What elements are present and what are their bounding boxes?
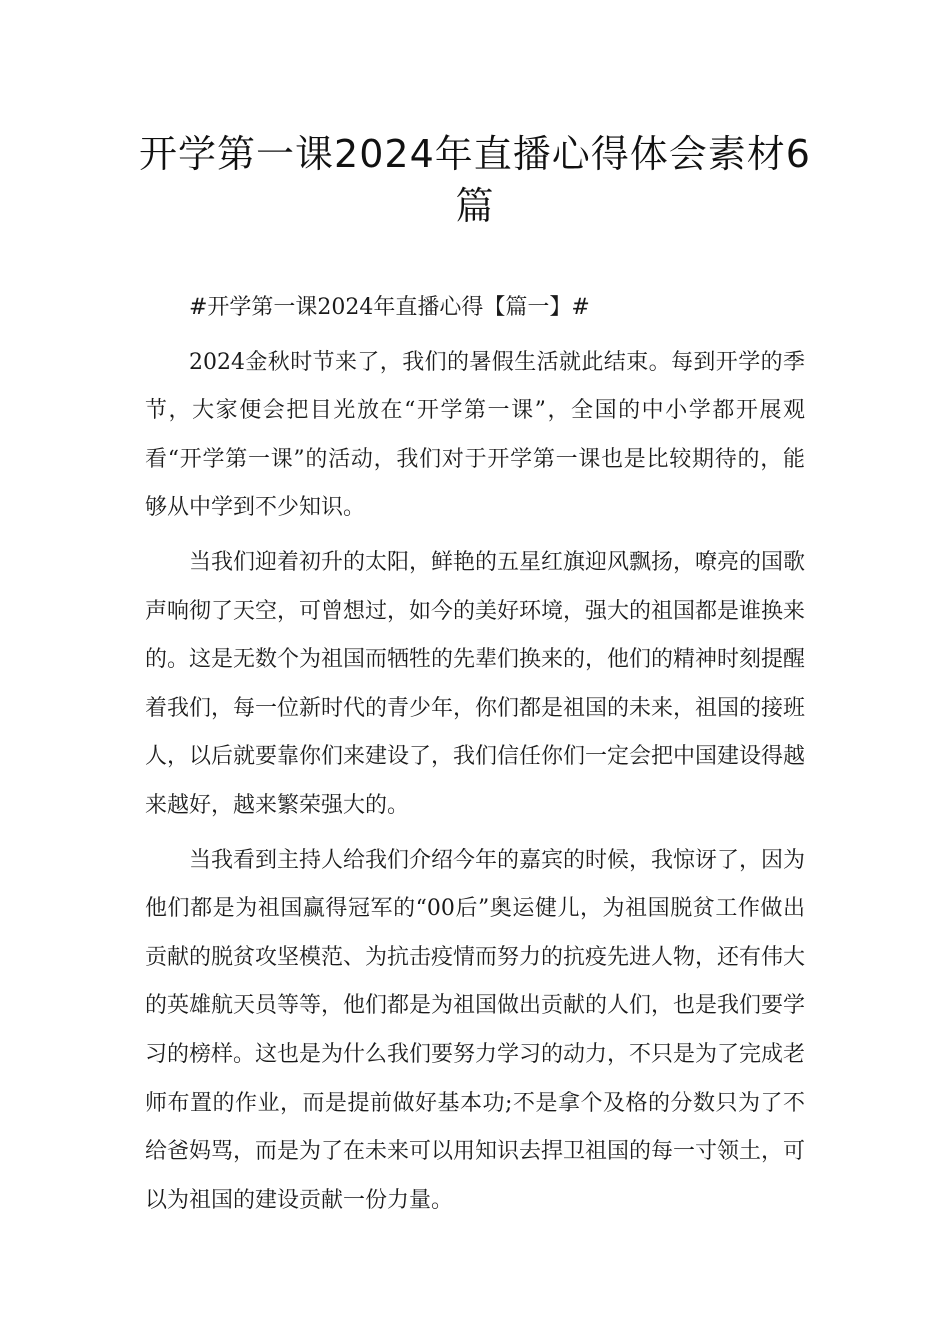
paragraph-2: 当我们迎着初升的太阳，鲜艳的五星红旗迎风飘扬，嘹亮的国歌声响彻了天空，可曾想过，如今的美好环境，强大的祖国都是谁换来的。这是无数个为祖国而牺牲的先辈们换来的，他们的精神时刻提醒着我们，每一位新时代的青少年，你们都是祖国的未来，祖国的接班人，以后就要靠你们来建设了，我们信任你们一定会把中国建设得越来越好，越来繁荣强大的。 <box>145 549 806 818</box>
paragraph-1: 2024金秋时节来了，我们的暑假生活就此结束。每到开学的季节，大家便会把目光放在“开学第一课”，全国的中小学都开展观看“开学第一课”的活动，我们对于开学第一课也是比较期待的，能够从中学到不少知识。 <box>145 349 805 521</box>
paragraph-3: 当我看到主持人给我们介绍今年的嘉宾的时候，我惊讶了，因为他们都是为祖国赢得冠军的“00后”奥运健儿，为祖国脱贫工作做出贡献的脱贫攻坚模范、为抗击疫情而努力的抗疫先进人物，还有伟大的英雄航天员等等，他们都是为祖国做出贡献的人们，也是我们要学习的榜样。这也是为什么我们要努力学习的动力，不只是为了完成老师布置的作业，而是提前做好基本功;不是拿个及格的分数只为了不给爸妈骂，而是为了在未来可以用知识去捍卫祖国的每一寸领土，可以为祖国的建设贡献一份力量。 <box>145 847 806 1213</box>
document-title: 开学第一课2024年直播心得体会素材6篇 <box>139 132 811 228</box>
document-body <box>145 284 805 1225</box>
section-heading: #开学第一课2024年直播心得【篇一】# <box>189 295 590 320</box>
